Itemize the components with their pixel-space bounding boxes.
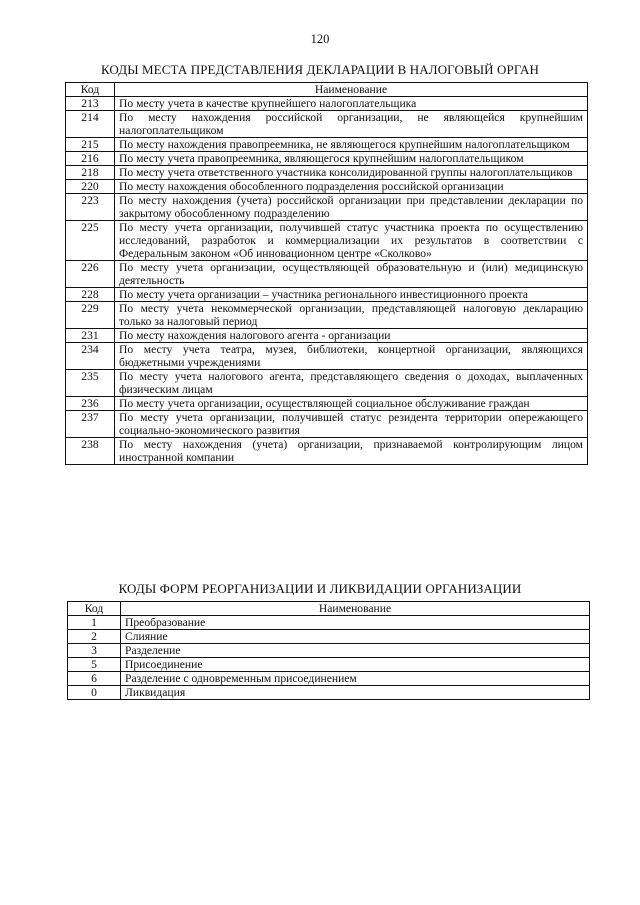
table1-title: КОДЫ МЕСТА ПРЕДСТАВЛЕНИЯ ДЕКЛАРАЦИИ В НАЛОГОВЫЙ ОРГАН: [100, 62, 540, 77]
name-cell: По месту нахождения (учета) организации, признаваемой контролирующим лицом иностранной компании: [115, 438, 588, 465]
name-cell: Ликвидация: [121, 686, 590, 700]
code-cell: 226: [66, 261, 115, 288]
code-cell: 0: [68, 686, 121, 700]
code-cell: 236: [66, 397, 115, 411]
code-cell: 218: [66, 166, 115, 180]
table-row: [66, 180, 588, 194]
table-row: [66, 152, 588, 166]
name-cell: По месту учета организации, получившей статус участника проекта по осуществлению исследований, разработок и коммерциализации их результатов в соответствии с Федеральным законом «Об инновационном центре «Сколково»: [115, 221, 588, 261]
table-row: [66, 97, 588, 111]
table-row: [66, 329, 588, 343]
table-row: [66, 288, 588, 302]
code-cell: 214: [66, 111, 115, 138]
column-header-code: Код: [66, 83, 115, 97]
code-cell: 3: [68, 644, 121, 658]
table-row: [66, 111, 588, 138]
column-header-name: Наименование: [115, 83, 588, 97]
code-cell: 216: [66, 152, 115, 166]
code-cell: 223: [66, 194, 115, 221]
code-cell: 238: [66, 438, 115, 465]
table-row: [66, 411, 588, 438]
table-row: [66, 261, 588, 288]
name-cell: По месту учета правопреемника, являющегося крупнейшим налогоплательщиком: [115, 152, 588, 166]
table-row: [66, 138, 588, 152]
name-cell: По месту учета некоммерческой организации, представляющей налоговую декларацию только за налоговый период: [115, 302, 588, 329]
table-row: [66, 221, 588, 261]
name-cell: По месту нахождения (учета) российской организации при представлении декларации по закрытому обособленному подразделению: [115, 194, 588, 221]
code-cell: 229: [66, 302, 115, 329]
declaration-place-codes-table: [65, 82, 588, 465]
name-cell: По месту учета ответственного участника консолидированной группы налогоплательщиков: [115, 166, 588, 180]
table-header-row: [68, 602, 590, 616]
table-header-row: [66, 83, 588, 97]
table-row: [66, 438, 588, 465]
table-row: [66, 194, 588, 221]
name-cell: Разделение: [121, 644, 590, 658]
table-row: [68, 658, 590, 672]
code-cell: 6: [68, 672, 121, 686]
name-cell: Присоединение: [121, 658, 590, 672]
code-cell: 2: [68, 630, 121, 644]
code-cell: 5: [68, 658, 121, 672]
table-row: [68, 616, 590, 630]
page-number: 120: [310, 32, 330, 46]
name-cell: Слияние: [121, 630, 590, 644]
table-row: [66, 343, 588, 370]
code-cell: 220: [66, 180, 115, 194]
name-cell: По месту учета организации, осуществляющей социальное обслуживание граждан: [115, 397, 588, 411]
name-cell: По месту учета организации – участника регионального инвестиционного проекта: [115, 288, 588, 302]
code-cell: 234: [66, 343, 115, 370]
name-cell: По месту нахождения российской организации, не являющейся крупнейшим налогоплательщиком: [115, 111, 588, 138]
name-cell: По месту нахождения налогового агента - организации: [115, 329, 588, 343]
table-row: [66, 370, 588, 397]
name-cell: Разделение с одновременным присоединением: [121, 672, 590, 686]
name-cell: По месту учета организации, получившей статус резидента территории опережающего социально-экономического развития: [115, 411, 588, 438]
name-cell: По месту нахождения обособленного подразделения российской организации: [115, 180, 588, 194]
column-header-code: Код: [68, 602, 121, 616]
table-row: [68, 630, 590, 644]
code-cell: 231: [66, 329, 115, 343]
table-row: [68, 686, 590, 700]
reorganization-codes-table: [67, 601, 590, 700]
name-cell: По месту учета организации, осуществляющей образовательную и (или) медицинскую деятельность: [115, 261, 588, 288]
code-cell: 225: [66, 221, 115, 261]
column-header-name: Наименование: [121, 602, 590, 616]
name-cell: По месту учета в качестве крупнейшего налогоплательщика: [115, 97, 588, 111]
name-cell: По месту учета театра, музея, библиотеки, концертной организации, являющихся бюджетными учреждениями: [115, 343, 588, 370]
code-cell: 237: [66, 411, 115, 438]
table-row: [66, 302, 588, 329]
code-cell: 228: [66, 288, 115, 302]
code-cell: 235: [66, 370, 115, 397]
table-row: [66, 166, 588, 180]
table-row: [66, 397, 588, 411]
table-row: [68, 644, 590, 658]
code-cell: 1: [68, 616, 121, 630]
name-cell: По месту учета налогового агента, представляющего сведения о доходах, выплаченных физическим лицам: [115, 370, 588, 397]
name-cell: По месту нахождения правопреемника, не являющегося крупнейшим налогоплательщиком: [115, 138, 588, 152]
table2-title: КОДЫ ФОРМ РЕОРГАНИЗАЦИИ И ЛИКВИДАЦИИ ОРГАНИЗАЦИИ: [118, 581, 522, 596]
code-cell: 215: [66, 138, 115, 152]
code-cell: 213: [66, 97, 115, 111]
name-cell: Преобразование: [121, 616, 590, 630]
table-row: [68, 672, 590, 686]
